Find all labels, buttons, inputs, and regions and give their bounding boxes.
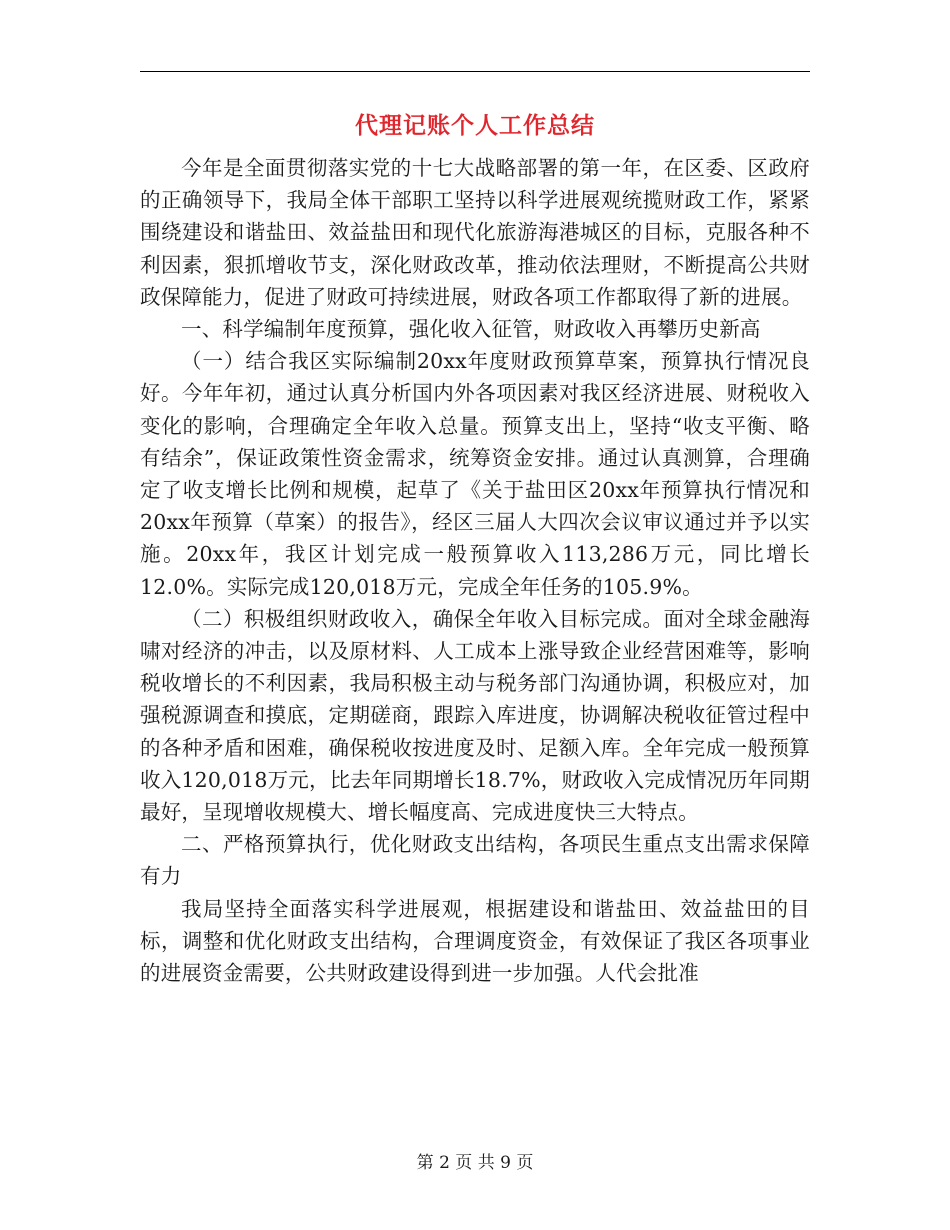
page-number: 第 2 页 共 9 页 <box>416 1153 534 1173</box>
paragraph-2: 我局坚持全面落实科学进展观，根据建设和谐盐田、效益盐田的目标，调整和优化财政支出结构，合理调度资金，有效保证了我区各项事业的进展资金需要，公共财政建设得到进一步加强。人代会批准 <box>140 896 810 986</box>
paragraph-intro: 今年是全面贯彻落实党的十七大战略部署的第一年，在区委、区政府的正确领导下，我局全体干部职工坚持以科学进展观统揽财政工作，紧紧围绕建设和谐盐田、效益盐田和现代化旅游海港城区的目标，克服各种不利因素，狠抓增收节支，深化财政改革，推动依法理财，不断提高公共财政保障能力，促进了财政可持续进展，财政各项工作都取得了新的进展。 <box>140 156 810 309</box>
header-rule <box>140 71 810 72</box>
document-body <box>140 152 810 989</box>
paragraph-1-2: （二）积极组织财政收入，确保全年收入目标完成。面对全球金融海啸对经济的冲击，以及原材料、人工成本上涨导致企业经营困难等，影响税收增长的不利因素，我局积极主动与税务部门沟通协调，积极应对，加强税源调查和摸底，定期磋商，跟踪入库进度，协调解决税收征管过程中的各种矛盾和困难，确保税收按进度及时、足额入库。全年完成一般预算收入120,018万元，比去年同期增长18.7%，财政收入完成情况历年同期最好，呈现增收规模大、增长幅度高、完成进度快三大特点。 <box>140 606 810 825</box>
section-heading-1: 一、科学编制年度预算，强化收入征管，财政收入再攀历史新高 <box>181 317 761 342</box>
section-heading-2: 二、严格预算执行，优化财政支出结构，各项民生重点支出需求保障有力 <box>140 832 810 889</box>
document-title: 代理记账个人工作总结 <box>355 112 595 139</box>
paragraph-1-1: （一）结合我区实际编制20xx年度财政预算草案，预算执行情况良好。今年年初，通过认真分析国内外各项因素对我区经济进展、财税收入变化的影响，合理确定全年收入总量。预算支出上，坚持“收支平衡、略有结余”，保证政策性资金需求，统筹资金安排。通过认真测算，合理确定了收支增长比例和规模，起草了《关于盐田区20xx年预算执行情况和20xx年预算（草案）的报告》，经区三届人大四次会议审议通过并予以实施。20xx年，我区计划完成一般预算收入113,286万元，同比增长12.0%。实际完成120,018万元，完成全年任务的105.9%。 <box>140 349 810 599</box>
